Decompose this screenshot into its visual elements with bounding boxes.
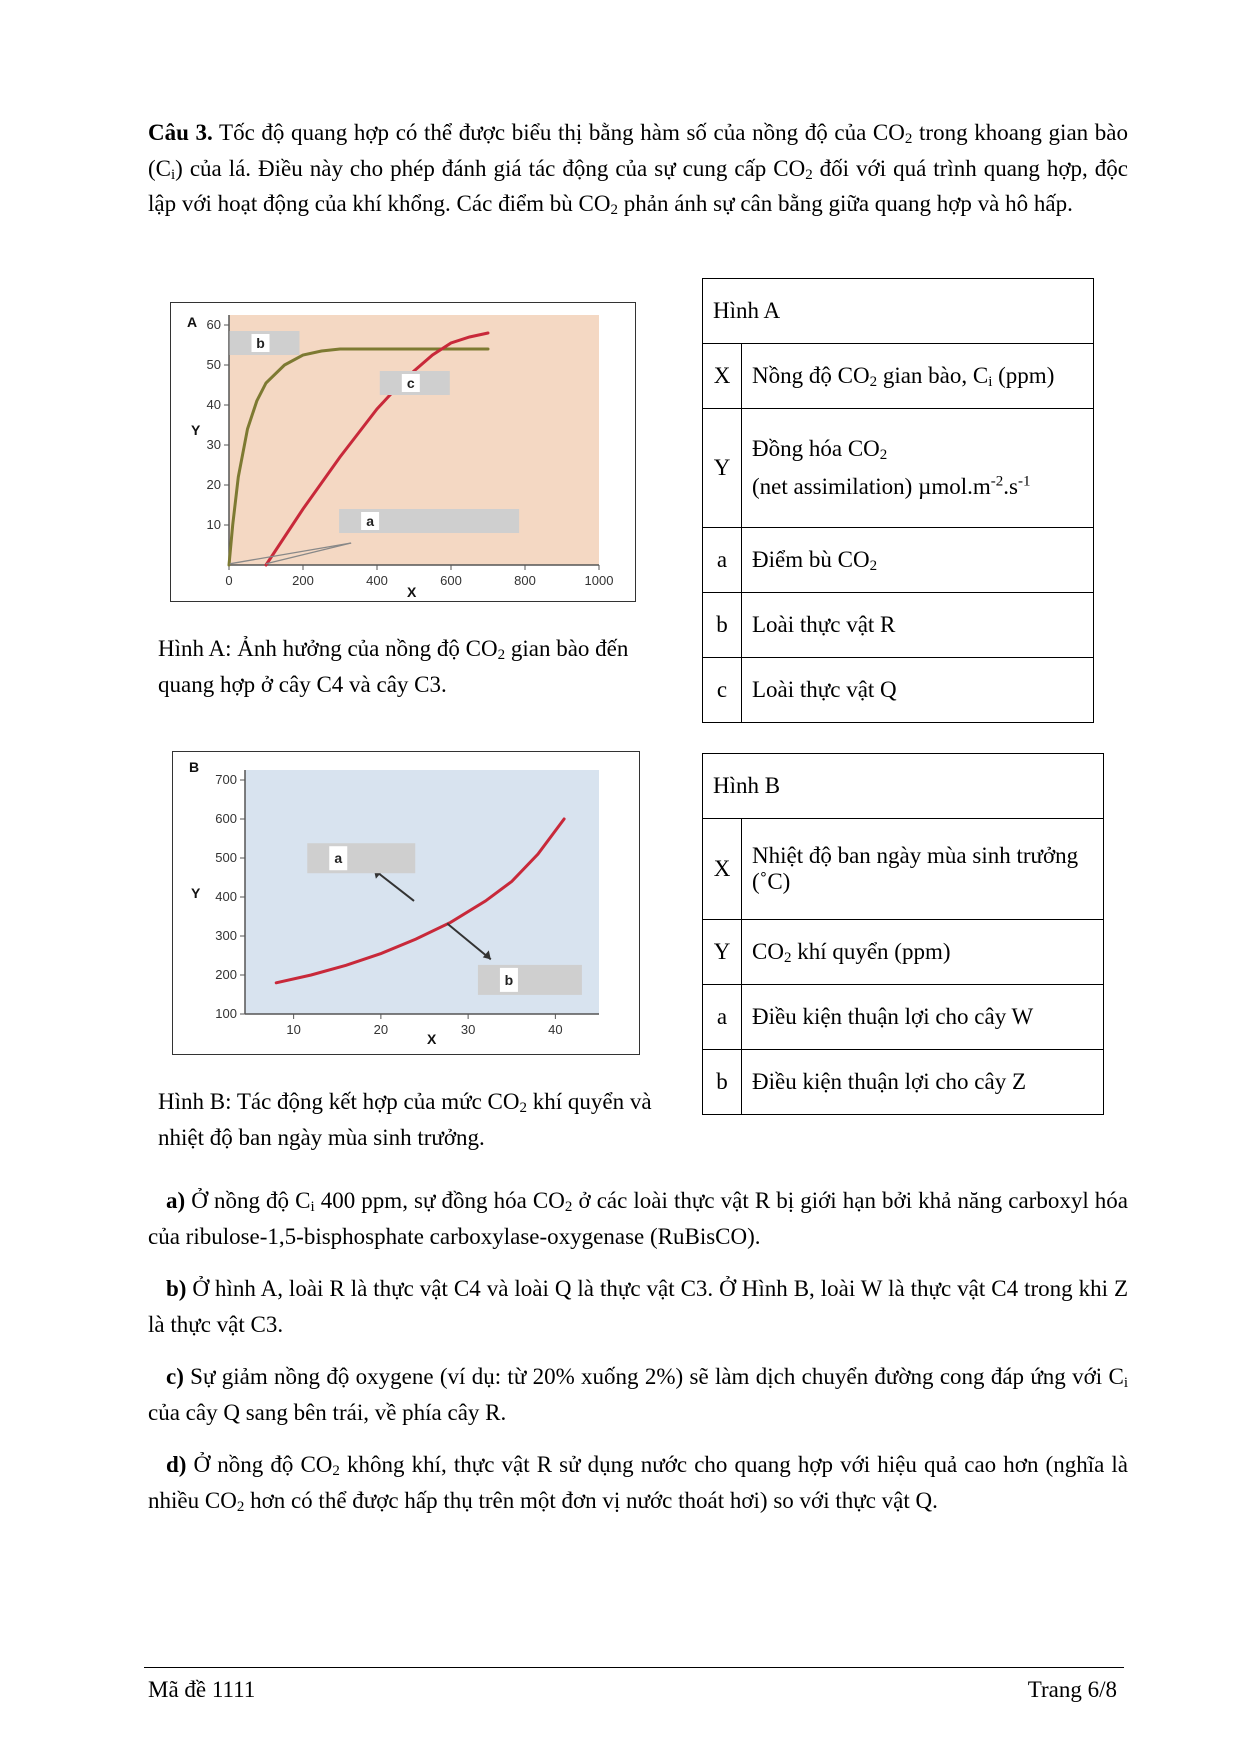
figure-b-caption: Hình B: Tác động kết hợp của mức $CO_2$ khí quyển và nhiệt độ ban ngày mùa sinh trưởng. — [158, 1089, 652, 1150]
figure-a-chart — [170, 302, 636, 602]
legend-row — [703, 658, 1094, 723]
legend-key: Y — [703, 409, 742, 528]
x-tick-label: 20 — [373, 1022, 389, 1037]
legend-key: b — [703, 593, 742, 658]
x-tick-label: 800 — [514, 573, 536, 588]
legend-row — [703, 344, 1094, 409]
statement-text: Sự giảm nồng độ oxygene (ví dụ: từ 20% xuống 2%) sẽ làm dịch chuyển đường cong đáp ứng với $C_i$ của cây Q sang bên trái, về phía cây R. — [148, 1364, 1128, 1425]
legend-key: X — [703, 344, 742, 409]
statement-d — [148, 1447, 1128, 1518]
y-tick-label: 40 — [206, 397, 221, 412]
x-tick-label: 1000 — [584, 573, 614, 588]
annotation-label: b — [504, 971, 514, 988]
x-tick-label: 600 — [440, 573, 462, 588]
x-tick-label: 0 — [225, 573, 233, 588]
legend-value: Điểm bù $CO_2$ — [742, 528, 1094, 593]
legend-row — [703, 593, 1094, 658]
legend-value: Điều kiện thuận lợi cho cây W — [742, 985, 1104, 1050]
panel-label: B — [189, 759, 200, 775]
y-tick-label: 100 — [215, 1006, 237, 1021]
annotation-label: b — [256, 335, 265, 351]
footer-exam-code: Mã đề 1111 — [148, 1677, 256, 1702]
legend-key: c — [703, 658, 742, 723]
legend-value: Loài thực vật Q — [742, 658, 1094, 723]
y-tick-label: 200 — [215, 967, 237, 982]
statement-text: Ở nồng độ $C_i$ 400 ppm, sự đồng hóa $CO_2$ ở các loài thực vật R bị giới hạn bởi khả năng carboxyl hóa của ribulose-1,5-bisphosphate carboxylase-oxygenase (RuBisCO). — [148, 1188, 1129, 1249]
y-axis-label: Y — [191, 885, 201, 901]
x-axis-label: X — [427, 1031, 437, 1047]
x-tick-label: 40 — [548, 1022, 563, 1037]
question-intro — [148, 115, 1128, 222]
y-tick-label: 60 — [206, 317, 221, 332]
panel-label: A — [187, 314, 198, 330]
y-tick-label: 20 — [206, 477, 221, 492]
statement-text: Ở nồng độ $CO_2$ không khí, thực vật R sử dụng nước cho quang hợp với hiệu quả cao hơn (nghĩa là nhiều $CO_2$ hơn có thể được hấp thụ trên một đơn vị nước thoát hơi) so với thực vật Q. — [148, 1452, 1128, 1515]
statement-a — [148, 1183, 1128, 1254]
y-tick-label: 600 — [215, 811, 237, 826]
footer-page-number: Trang 6/8 — [1027, 1677, 1117, 1702]
annotation-label: c — [406, 375, 415, 391]
annotation-label: a — [366, 513, 374, 529]
y-tick-label: 400 — [215, 889, 237, 904]
annotation-label: a — [334, 850, 343, 867]
legend-value: $CO_2$ khí quyển (ppm) — [742, 920, 1104, 985]
statement-text: Ở hình A, loài R là thực vật C4 và loài Q là thực vật C3. Ở Hình B, loài W là thực vật C4 trong khi Z là thực vật C3. — [148, 1276, 1128, 1337]
y-tick-label: 30 — [206, 437, 221, 452]
statement-b — [148, 1271, 1128, 1342]
legend-value: Nhiệt độ ban ngày mùa sinh trưởng (˚C) — [742, 819, 1104, 920]
legend-value: Loài thực vật R — [742, 593, 1094, 658]
annotation-box — [307, 843, 415, 873]
y-tick-label: 10 — [206, 517, 221, 532]
y-tick-label: 500 — [215, 850, 237, 865]
legend-row — [703, 528, 1094, 593]
legend-key: b — [703, 1050, 742, 1115]
statement-label: d) — [166, 1452, 187, 1477]
x-axis-label: X — [407, 584, 417, 600]
x-tick-label: 30 — [460, 1022, 476, 1037]
legend-row — [703, 920, 1104, 985]
annotation-box — [478, 965, 582, 995]
figure-b-chart — [172, 751, 640, 1055]
legend-key: a — [703, 528, 742, 593]
figure-a-caption: Hình A: Ảnh hưởng của nồng độ $CO_2$ gian bào đến quang hợp ở cây C4 và cây C3. — [158, 636, 629, 697]
legend-table-title: Hình B — [703, 754, 1104, 819]
legend-row — [703, 819, 1104, 920]
statement-label: b) — [166, 1276, 187, 1301]
y-tick-label: 700 — [215, 772, 237, 787]
legend-value: Nồng độ $CO_2$ gian bào, $C_i$ (ppm) — [742, 344, 1094, 409]
y-axis-label: Y — [191, 422, 201, 438]
statement-c — [148, 1359, 1128, 1430]
footer-divider — [144, 1667, 1124, 1668]
figure-b-legend-table — [702, 753, 1104, 1115]
statement-label: a) — [166, 1188, 186, 1213]
legend-row — [703, 1050, 1104, 1115]
legend-row — [703, 409, 1094, 528]
statement-label: c) — [166, 1364, 184, 1389]
legend-value: Điều kiện thuận lợi cho cây Z — [742, 1050, 1104, 1115]
y-tick-label: 50 — [206, 357, 221, 372]
x-tick-label: 400 — [366, 573, 388, 588]
question-label: Câu 3. — [148, 120, 213, 145]
legend-table-title: Hình A — [703, 279, 1094, 344]
x-tick-label: 200 — [292, 573, 314, 588]
y-tick-label: 300 — [215, 928, 237, 943]
figure-a-legend-table — [702, 278, 1094, 723]
legend-key: Y — [703, 920, 742, 985]
x-tick-label: 10 — [286, 1022, 301, 1037]
legend-value: Đồng hóa $CO_2$ (net assimilation) $\mu mol.m^{-2}.s^{-1}$ — [742, 409, 1094, 528]
legend-key: X — [703, 819, 742, 920]
legend-key: a — [703, 985, 742, 1050]
question-text: Tốc độ quang hợp có thể được biểu thị bằng hàm số của nồng độ của $CO_2$ trong khoang gian bào $(C_i)$ của lá. Điều này cho phép đánh giá tác động của sự cung cấp $CO_2$ đối với quá trình quang hợp, độc lập với hoạt động của khí khổng. Các điểm bù $CO_2$ phản ánh sự cân bằng giữa quang hợp và hô hấp. — [148, 120, 1128, 218]
legend-row — [703, 985, 1104, 1050]
